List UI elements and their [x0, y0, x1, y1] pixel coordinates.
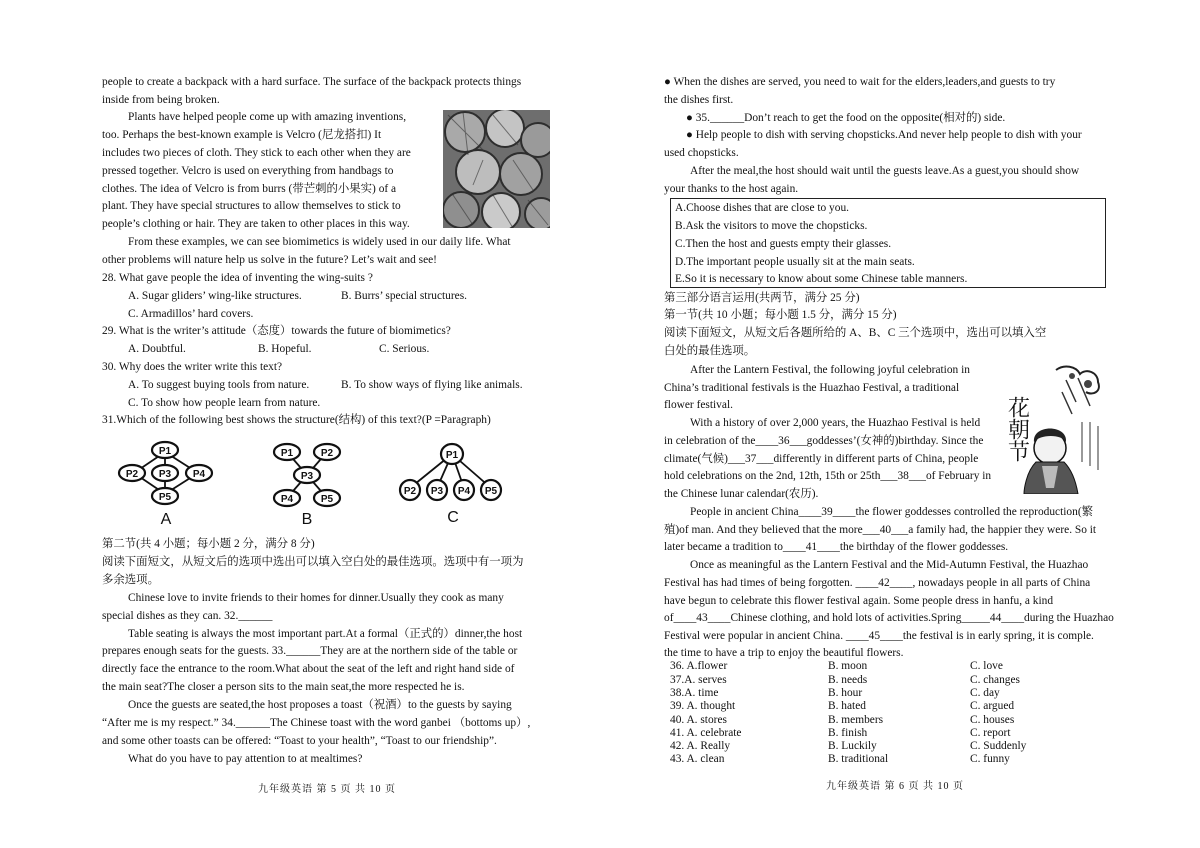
text-line: the time to have a trip to enjoy the beautiful flowers.: [664, 647, 904, 659]
option-row: B. members: [828, 714, 884, 726]
diagram-caption: A: [160, 511, 172, 528]
text-line: directly face the entrance to the room.What about the seat of the left and right hand side of: [102, 663, 515, 675]
text-line: Chinese love to invite friends to their homes for dinner.Usually they cook as many: [128, 592, 504, 604]
page-footer: 九年级英语 第 6 页 共 10 页: [826, 781, 964, 792]
option-row: 36. A.flower: [670, 660, 728, 672]
text-line: people to create a backpack with a hard surface. The surface of the backpack protects things: [102, 76, 522, 88]
text-line: From these examples, we can see biomimetics is widely used in our daily life. What: [128, 236, 511, 248]
instruction: 阅读下面短文，从短文后各题所给的 A、B、C 三个选项中，选出可以填入空: [664, 327, 1047, 339]
option-row: 40. A. stores: [670, 714, 727, 726]
option-d: D.The important people usually sit at the main seats.: [675, 256, 915, 268]
text-line: used chopsticks.: [664, 147, 739, 159]
option-row: C. houses: [970, 714, 1015, 726]
text-line: prepares enough seats for the guests. 33.______They are at the northern side of the table or: [102, 645, 518, 657]
option-e: E.So it is necessary to know about some Chinese table manners.: [675, 273, 968, 285]
option: C. Armadillos’ hard covers.: [128, 308, 254, 320]
text-line: too. Perhaps the best-known example is Velcro (尼龙搭扣) It: [102, 129, 382, 141]
option-row: C. changes: [970, 674, 1020, 686]
text-line: After the Lantern Festival, the following joyful celebration in: [690, 364, 970, 376]
text-line: inside from being broken.: [102, 94, 220, 106]
node-label: P1: [280, 448, 294, 459]
text-line: have begun to celebrate this flower festival again. Some people dress in hanfu, a kind: [664, 595, 1054, 607]
option-row: C. day: [970, 687, 1000, 699]
text-line: Plants have helped people come up with amazing inventions,: [128, 111, 407, 123]
huazhao-illustration: [1006, 362, 1106, 494]
node-label: P1: [445, 450, 459, 461]
text-line: clothes. The idea of Velcro is from burrs (带芒刺的小果实) of a: [102, 183, 397, 195]
section-heading: 第一节(共 10 小题；每小题 1.5 分，满分 15 分): [664, 309, 897, 321]
text-line: people’s clothing or hair. They are taken to other places in this way.: [102, 218, 410, 230]
question-31: 31.Which of the following best shows the structure(结构) of this text?(P =Paragraph): [102, 414, 491, 426]
option-row: B. finish: [828, 727, 868, 739]
text-line: What do you have to pay attention to at mealtimes?: [128, 753, 363, 765]
text-line: Once as meaningful as the Lantern Festival and the Mid-Autumn Festival, the Huazhao: [690, 559, 1089, 571]
node-label: P2: [125, 469, 139, 480]
text-line: plant. They have special structures to allow themselves to stick to: [102, 200, 401, 212]
text-line: includes two pieces of cloth. They stick to each other when they are: [102, 147, 411, 159]
option-b: B.Ask the visitors to move the chopsticks.: [675, 220, 868, 232]
option-row: B. hated: [828, 700, 866, 712]
option: A. Doubtful.: [128, 343, 186, 355]
node-label: P5: [320, 494, 334, 505]
question-28: 28. What gave people the idea of inventing the wing-suits ?: [102, 272, 373, 284]
option: C. To show how people learn from nature.: [128, 397, 321, 409]
node-label: P1: [158, 446, 172, 457]
text-line: of____43____Chinese clothing, and hold lots of activities.Spring_____44____during the Huazhao: [664, 612, 1114, 624]
text-line: “After me is my respect.” 34.______The Chinese toast with the word ganbei （bottoms up）,: [102, 717, 531, 729]
text-line: the Chinese lunar calendar(农历).: [664, 488, 819, 500]
text-line: People in ancient China____39____the flower goddesses controlled the reproduction(繁: [690, 506, 1094, 518]
diagram-caption: B: [301, 511, 313, 528]
option-row: B. traditional: [828, 753, 889, 765]
text-line: With a history of over 2,000 years, the Huazhao Festival is held: [690, 417, 981, 429]
text-line: in celebration of the____36___goddesses’(女神的)birthday. Since the: [664, 435, 984, 447]
text-line: and some other toasts can be offered: “Toast to your health”, “Toast to our friendship”.: [102, 735, 497, 747]
option: B. To show ways of flying like animals.: [341, 379, 523, 391]
node-label: P5: [158, 492, 172, 503]
text-line: China’s traditional festivals is the Huazhao Festival, a traditional: [664, 382, 960, 394]
option: B. Hopeful.: [258, 343, 312, 355]
instruction: 阅读下面短文，从短文后的选项中选出可以填入空白处的最佳选项。选项中有一项为: [102, 556, 524, 568]
option-row: 39. A. thought: [670, 700, 736, 712]
option-row: B. Luckily: [828, 740, 877, 752]
text-line: ● When the dishes are served, you need to wait for the elders,leaders,and guests to try: [664, 76, 1056, 88]
text-line: Table seating is always the most important part.At a formal（正式的）dinner,the host: [128, 628, 523, 640]
node-label: P4: [192, 469, 206, 480]
node-label: P5: [484, 486, 498, 497]
text-line: later became a tradition to____41____the birthday of the flower goddesses.: [664, 541, 1009, 553]
instruction: 白处的最佳选项。: [664, 345, 756, 357]
option: C. Serious.: [379, 343, 430, 355]
illustration-title: 花朝节: [1006, 396, 1031, 462]
text-line: climate(气候)___37___differently in different parts of China, people: [664, 453, 979, 465]
text-line: flower festival.: [664, 399, 733, 411]
section-heading: 第二节(共 4 小题；每小题 2 分，满分 8 分): [102, 538, 315, 550]
text-line: pressed together. Velcro is used on everything from handbags to: [102, 165, 394, 177]
option: B. Burrs’ special structures.: [341, 290, 468, 302]
structure-diagrams: [110, 438, 530, 530]
question-29: 29. What is the writer’s attitude（态度）towards the future of biomimetics?: [102, 325, 451, 337]
text-line: other problems will nature help us solve in the future? Let’s wait and see!: [102, 254, 437, 266]
text-line: ● 35.______Don’t reach to get the food on the opposite(相对的) side.: [686, 112, 1006, 124]
node-label: P3: [430, 486, 444, 497]
section-heading: 第三部分语言运用(共两节，满分 25 分): [664, 292, 860, 304]
option-row: C. love: [970, 660, 1003, 672]
burrs-photo: [443, 110, 550, 228]
text-line: Festival has had times of being forgotten. ____42____, nowadays people in all parts of China: [664, 577, 1091, 589]
node-label: P3: [158, 469, 172, 480]
text-line: After the meal,the host should wait until the guests leave.As a guest,you should show: [690, 165, 1080, 177]
option-row: C. report: [970, 727, 1011, 739]
option-row: B. needs: [828, 674, 868, 686]
option-row: C. Suddenly: [970, 740, 1027, 752]
text-line: the dishes first.: [664, 94, 734, 106]
node-label: P2: [403, 486, 417, 497]
option-row: B. moon: [828, 660, 868, 672]
instruction: 多余选项。: [102, 574, 159, 586]
option-row: C. funny: [970, 753, 1010, 765]
node-label: P3: [300, 471, 314, 482]
option-row: 41. A. celebrate: [670, 727, 742, 739]
option-a: A.Choose dishes that are close to you.: [675, 202, 849, 214]
page-footer: 九年级英语 第 5 页 共 10 页: [258, 784, 396, 795]
text-line: 殖)of man. And they believed that the more___40___a family had, the happier they were. So it: [664, 524, 1097, 536]
question-30: 30. Why does the writer write this text?: [102, 361, 283, 373]
option: A. Sugar gliders’ wing-like structures.: [128, 290, 302, 302]
text-line: Once the guests are seated,the host proposes a toast（祝酒）to the guests by saying: [128, 699, 512, 711]
text-line: your thanks to the host again.: [664, 183, 799, 195]
text-line: special dishes as they can. 32.______: [102, 610, 273, 622]
option-row: C. argued: [970, 700, 1015, 712]
option-row: B. hour: [828, 687, 863, 699]
option-row: 38.A. time: [670, 687, 719, 699]
option-c: C.Then the host and guests empty their glasses.: [675, 238, 892, 250]
node-label: P4: [457, 486, 471, 497]
node-label: P2: [320, 448, 334, 459]
text-line: hold celebrations on the 2nd, 12th, 15th or 25th___38___of February in: [664, 470, 992, 482]
option-row: 37.A. serves: [670, 674, 727, 686]
text-line: Festival were popular in ancient China. ____45____the festival is in early spring, it is comple.: [664, 630, 1094, 642]
option-row: 43. A. clean: [670, 753, 725, 765]
diagram-caption: C: [447, 509, 459, 526]
text-line: the main seat?The closer a person sits to the main seat,the more respected he is.: [102, 681, 465, 693]
option-row: 42. A. Really: [670, 740, 731, 752]
option: A. To suggest buying tools from nature.: [128, 379, 310, 391]
node-label: P4: [280, 494, 294, 505]
text-line: ● Help people to dish with serving chopsticks.And never help people to dish with your: [686, 129, 1082, 141]
